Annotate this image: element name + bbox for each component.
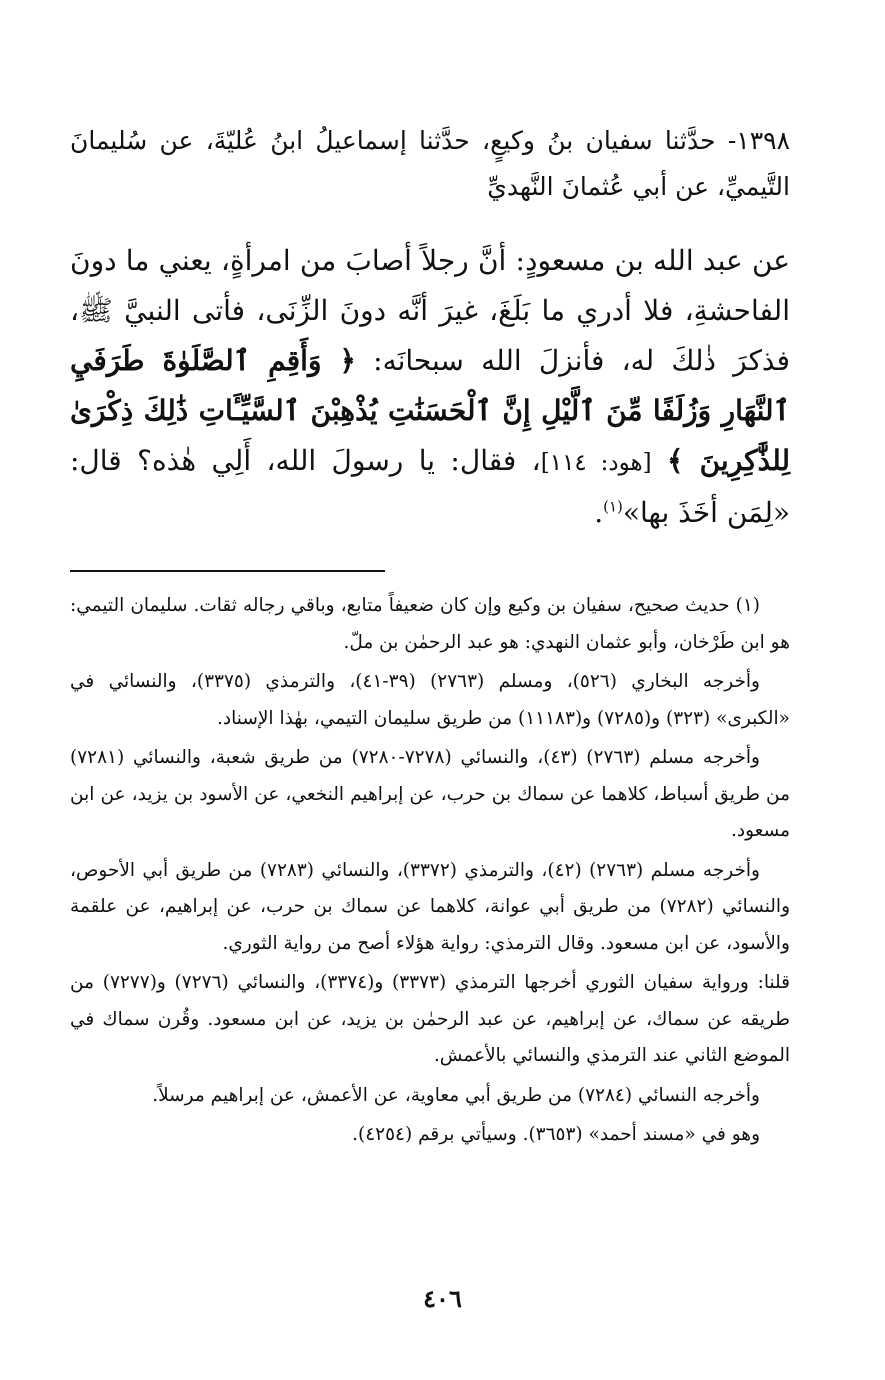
quran-reference: [هود: ١١٤] bbox=[540, 450, 652, 476]
footnote-paragraph: وأخرجه مسلم (٢٧٦٣) (٤٣)، والنسائي (٧٢٧٨-٧٢٨٠) من طريق شعبة، والنسائي (٧٢٨١) من طريق أسباط، كلاهما عن سماك بن حرب، عن إبراهيم النخعي، عن الأسود بن يزيد، عن ابن مسعود. bbox=[70, 747, 790, 841]
footnote-paragraph: وأخرجه مسلم (٢٧٦٣) (٤٢)، والترمذي (٣٣٧٢)، والنسائي (٧٢٨٣) من طريق أبي الأحوص، والنسائي (٧٢٨٢) من طريق أبي عوانة، كلاهما عن سماك بن حرب، عن إبراهيم، عن علقمة والأسود، عن ابن مسعود. وقال الترمذي: رواية هؤلاء أصح من رواية الثوري. bbox=[70, 859, 790, 954]
page-number: ٤٠٦ bbox=[423, 1284, 462, 1313]
footnote-paragraph: وهو في «مسند أحمد» (٣٦٥٣). وسيأتي برقم (٤٢٥٤). bbox=[352, 1124, 760, 1145]
quran-verse: ﴿ وَأَقِمِ ٱلصَّلَوٰةَ طَرَفَيِ ٱلنَّهَارِ وَزُلَفًا مِّنَ ٱلَّيْلِ إِنَّ ٱلْحَسَنَٰتِ يُذْهِبْنَ ٱلسَّيِّـَٔاتِ ذَٰلِكَ ذِكْرَىٰ لِلذَّٰكِرِينَ ﴾ bbox=[70, 344, 790, 477]
footnote-separator bbox=[70, 570, 385, 572]
page-body bbox=[70, 118, 790, 1157]
matn-end: ، فقال: يا رسولَ الله، أَلِي هٰذه؟ قال: «لِمَن أخَذَ بها» bbox=[70, 444, 790, 529]
matn-final: . bbox=[594, 496, 604, 529]
footnote-marker: (١) bbox=[603, 497, 623, 516]
footnote-paragraph: وأخرجه النسائي (٧٢٨٤) من طريق أبي معاوية، عن الأعمش، عن إبراهيم مرسلاً. bbox=[152, 1084, 760, 1106]
matn-intro: عن عبد الله بن مسعودٍ: أنَّ رجلاً أصابَ من امرأةٍ، يعني ما دونَ الفاحشةِ، فلا أدري ما بَلَغَ، غيرَ أنَّه دونَ الزِّنَى، فأتى النبيَّ ﷺ، فذكرَ ذٰلكَ له، فأنزلَ الله سبحانَه: bbox=[70, 244, 790, 377]
footnotes-section bbox=[70, 588, 790, 1154]
footnote-paragraph: وأخرجه البخاري (٥٢٦)، ومسلم (٢٧٦٣) (٣٩-٤١)، والترمذي (٣٣٧٥)، والنسائي في «الكبرى» (٣٢٣) و(٧٢٨٥) و(١١١٨٣) من طريق سليمان التيمي، بهٰذا الإسناد. bbox=[70, 671, 790, 729]
footnote-paragraph: (١) حديث صحيح، سفيان بن وكيع وإن كان ضعيفاً متابع، وباقي رجاله ثقات. سليمان التيمي: هو ابن طَرْخان، وأبو عثمان النهدي: هو عبد الرحمٰن بن ملّ. bbox=[70, 595, 790, 653]
hadith-matn bbox=[70, 236, 790, 538]
footnote-paragraph: قلنا: ورواية سفيان الثوري أخرجها الترمذي (٣٣٧٣) و(٣٣٧٤)، والنسائي (٧٢٧٦) و(٧٢٧٧) من طريقه عن سماك، عن إبراهيم، عن عبد الرحمٰن بن يزيد، عن ابن مسعود. وقُرن سماك في الموضع الثاني عند الترمذي والنسائي بالأعمش. bbox=[70, 972, 791, 1066]
hadith-isnad: ١٣٩٨- حدَّثنا سفيان بنُ وكيعٍ، حدَّثنا إسماعيلُ ابنُ عُليّةَ، عن سُليمانَ التَّيميِّ، عن أبي عُثمانَ النَّهديِّ bbox=[70, 126, 790, 201]
